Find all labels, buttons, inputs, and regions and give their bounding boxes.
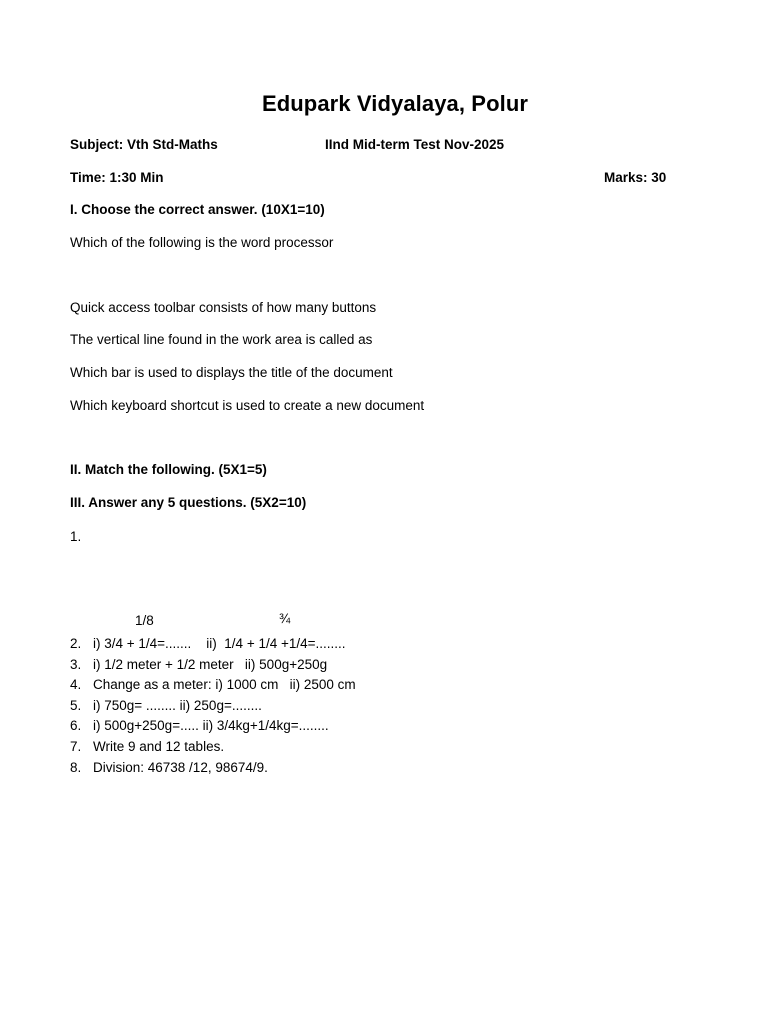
question-3: The vertical line found in the work area is called as <box>70 332 373 347</box>
question-5: Which keyboard shortcut is used to create a new document <box>70 398 425 413</box>
list-item: 7. Write 9 and 12 tables. <box>70 738 225 754</box>
section-3-heading: III. Answer any 5 questions. (5X2=10) <box>70 495 307 510</box>
section-1-heading: I. Choose the correct answer. (10X1=10) <box>70 202 325 217</box>
list-item: 8. Division: 46738 /12, 98674/9. <box>70 759 268 775</box>
list-item: 5. i) 750g= ........ ii) 250g=........ <box>70 697 262 713</box>
list-item: 6. i) 500g+250g=..... ii) 3/4kg+1/4kg=........ <box>70 718 329 734</box>
section-2-heading: II. Match the following. (5X1=5) <box>70 462 267 477</box>
list-item: 3. i) 1/2 meter + 1/2 meter ii) 500g+250g <box>70 656 328 672</box>
school-title: Edupark Vidyalaya, Polur <box>261 91 529 116</box>
list-item: 4. Change as a meter: i) 1000 cm ii) 2500 cm <box>70 677 356 693</box>
answer-questions-list <box>70 634 356 778</box>
fraction-three-quarters: ¾ <box>279 611 291 626</box>
question-number-1: 1. <box>70 529 82 544</box>
list-item: 2. i) 3/4 + 1/4=....... ii) 1/4 + 1/4 +1/4=........ <box>70 636 346 651</box>
subject-label: Subject: Vth Std-Maths <box>70 137 218 152</box>
time-label: Time: 1:30 Min <box>70 170 164 185</box>
question-4: Which bar is used to displays the title of the document <box>70 365 393 380</box>
fraction-one-eighth: 1/8 <box>135 613 154 628</box>
question-2: Quick access toolbar consists of how many buttons <box>70 300 377 315</box>
question-1: Which of the following is the word processor <box>70 235 334 250</box>
marks-label: Marks: 30 <box>604 170 667 185</box>
test-label: IInd Mid-term Test Nov-2025 <box>325 137 505 152</box>
